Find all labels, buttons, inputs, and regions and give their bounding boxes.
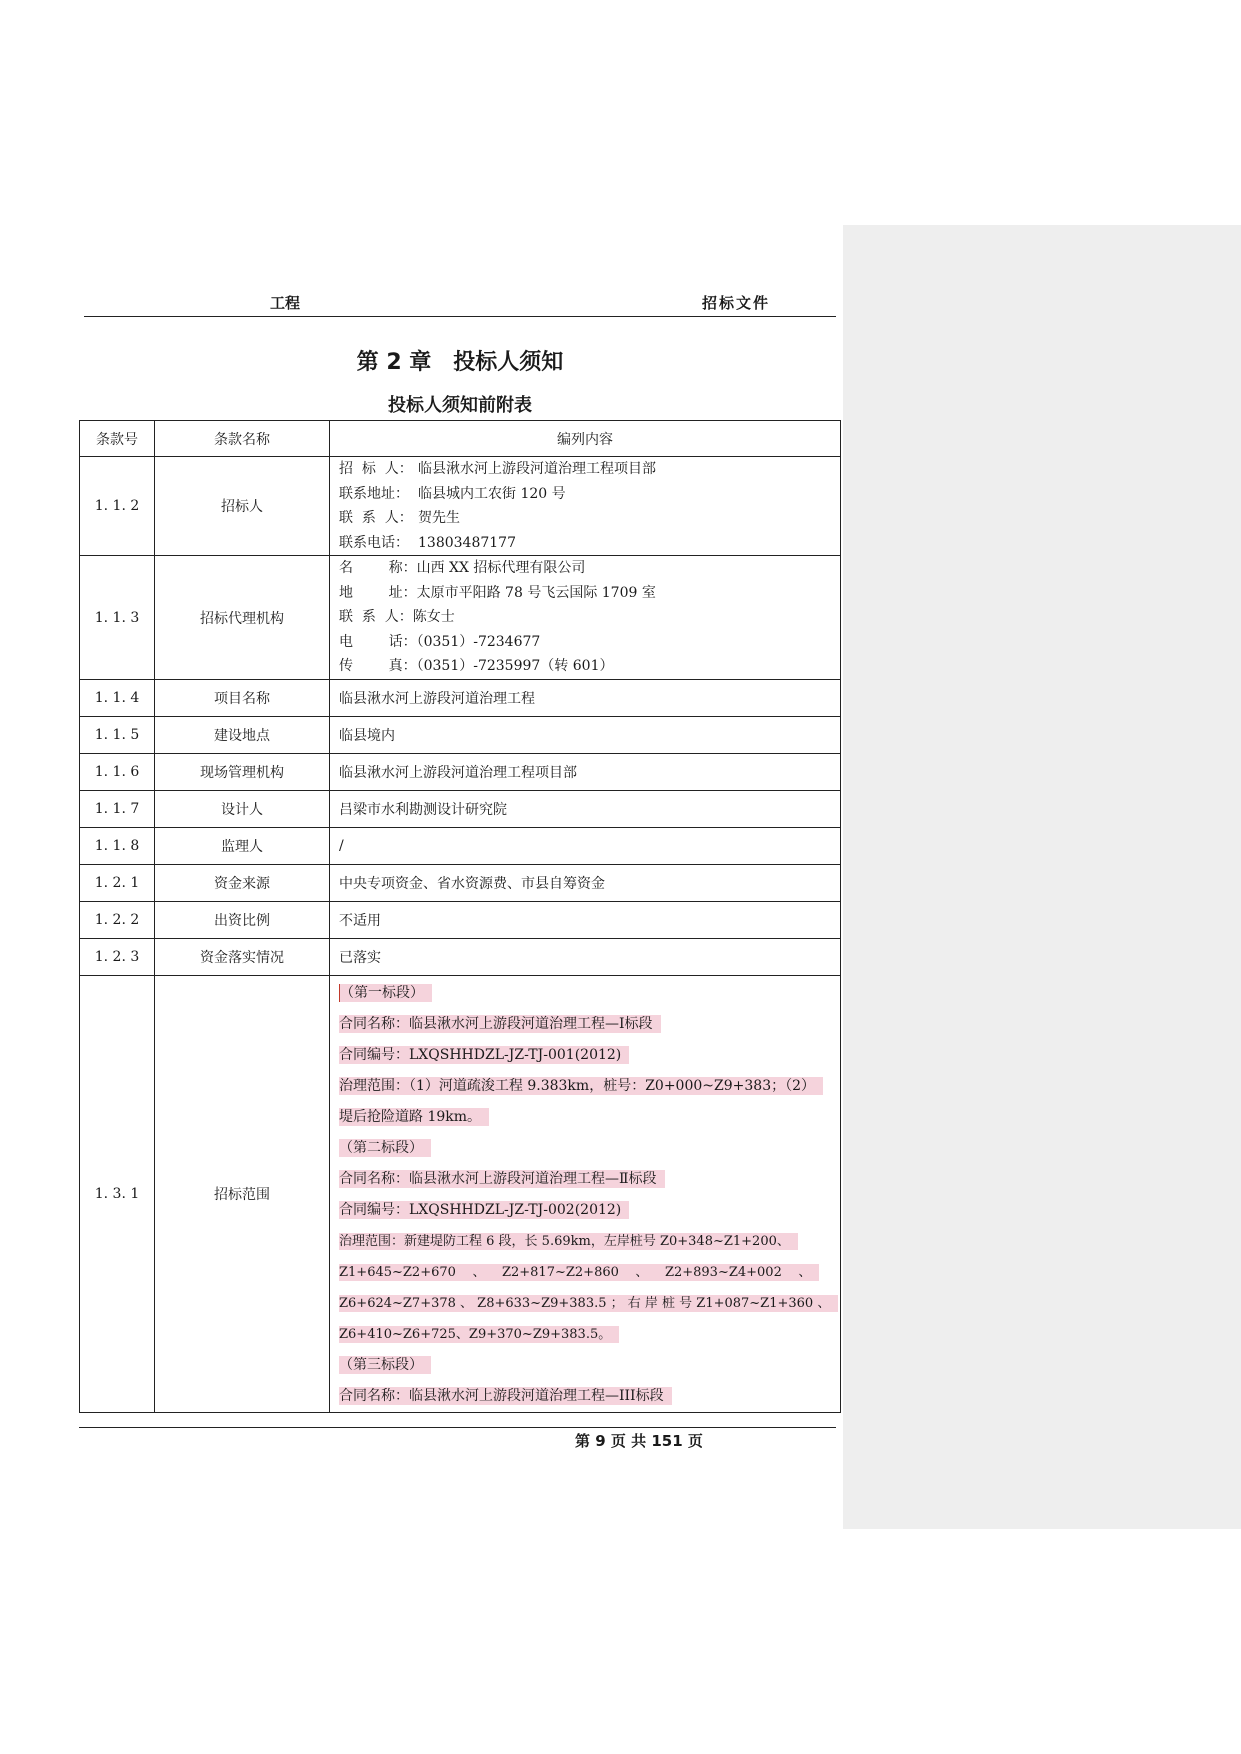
tracked-text[interactable]: 堤后抢险道路 19km。 <box>339 1108 489 1126</box>
field-value: 临县城内工农街 120 号 <box>418 485 566 502</box>
field-value: 临县湫水河上游段河道治理工程项目部 <box>418 461 656 477</box>
tracked-text[interactable]: 治理范围：（1）河道疏浚工程 9.383km，桩号：Z0+000~Z9+383；（2） <box>339 1077 823 1095</box>
tracked-text[interactable]: Z6+410~Z6+725、Z9+370~Z9+383.5。 <box>339 1326 619 1343</box>
content-line: 联 系 人：陈女士 <box>339 609 455 626</box>
content-line <box>339 482 840 507</box>
content-line <box>339 1164 840 1195</box>
tracked-text[interactable]: 合同名称：临县湫水河上游段河道治理工程—Ⅱ标段 <box>339 1170 665 1188</box>
table-header-row <box>80 421 841 457</box>
table-row <box>80 556 841 680</box>
table-row <box>80 717 841 754</box>
clause-name: 现场管理机构 <box>155 754 330 791</box>
content-line <box>339 531 840 556</box>
field-value: 13803487177 <box>418 534 516 551</box>
field-label: 联 系 人： <box>339 510 413 526</box>
clause-name: 建设地点 <box>155 717 330 754</box>
clause-no: 1. 1. 5 <box>80 717 155 754</box>
clause-content: 临县境内 <box>330 717 841 754</box>
content-line: 传 真：（0351）-7235997（转 601） <box>339 658 614 675</box>
clause-no: 1. 2. 1 <box>80 865 155 902</box>
clause-content <box>330 457 841 556</box>
chapter-title: 第 2 章 投标人须知 <box>356 350 564 375</box>
clause-no: 1. 2. 2 <box>80 902 155 939</box>
content-line <box>339 1071 840 1102</box>
clause-name: 设计人 <box>155 791 330 828</box>
clause-no: 1. 3. 1 <box>80 976 155 1413</box>
clause-name: 项目名称 <box>155 680 330 717</box>
clause-no: 1. 1. 7 <box>80 791 155 828</box>
table-row <box>80 680 841 717</box>
field-label: 联系电话： <box>339 534 409 551</box>
bidder-instructions-table <box>79 420 841 1413</box>
tracked-text[interactable]: 合同编号：LXQSHHDZL-JZ-TJ-002(2012) <box>339 1201 629 1219</box>
clause-name: 招标范围 <box>155 976 330 1413</box>
tracked-text[interactable]: 合同编号：LXQSHHDZL-JZ-TJ-001(2012) <box>339 1046 629 1064</box>
tracked-text[interactable]: （第三标段） <box>339 1356 431 1374</box>
tracked-text[interactable]: 合同名称：临县湫水河上游段河道治理工程—III标段 <box>339 1387 672 1405</box>
clause-content: 吕梁市水利勘测设计研究院 <box>330 791 841 828</box>
content-line <box>339 1195 840 1226</box>
content-line <box>339 1009 840 1040</box>
footer-rule <box>79 1427 836 1428</box>
clause-name: 资金来源 <box>155 865 330 902</box>
content-line <box>339 1040 840 1071</box>
clause-no: 1. 2. 3 <box>80 939 155 976</box>
tracked-text[interactable]: Z6+624~Z7+378 、 Z8+633~Z9+383.5 ； 右 岸 桩 号 Z1+087~Z1+360 、 <box>339 1295 838 1312</box>
header-clause-name: 条款名称 <box>155 421 330 457</box>
table-row <box>80 828 841 865</box>
clause-name: 招标人 <box>155 457 330 556</box>
clause-content: 临县湫水河上游段河道治理工程 <box>330 680 841 717</box>
content-line: 名 称：山西 XX 招标代理有限公司 <box>339 560 586 577</box>
content-line <box>339 457 840 482</box>
content-line <box>339 978 840 1009</box>
tracked-text[interactable]: 合同名称：临县湫水河上游段河道治理工程—Ⅰ标段 <box>339 1015 661 1033</box>
clause-no: 1. 1. 8 <box>80 828 155 865</box>
clause-content: 已落实 <box>330 939 841 976</box>
table-row <box>80 754 841 791</box>
tracked-text[interactable]: 治理范围：新建堤防工程 6 段，长 5.69km，左岸桩号 Z0+348~Z1+200、 <box>339 1233 798 1250</box>
clause-content: 不适用 <box>330 902 841 939</box>
field-label: 联系地址： <box>339 485 409 502</box>
content-line <box>339 1133 840 1164</box>
content-line <box>339 1319 840 1350</box>
clause-name: 出资比例 <box>155 902 330 939</box>
clause-content: / <box>330 828 841 865</box>
clause-no: 1. 1. 2 <box>80 457 155 556</box>
content-line <box>339 506 840 531</box>
content-line: 地 址：太原市平阳路 78 号飞云国际 1709 室 <box>339 584 656 601</box>
table-row <box>80 865 841 902</box>
content-line <box>339 1381 840 1412</box>
table-row <box>80 939 841 976</box>
clause-no: 1. 1. 6 <box>80 754 155 791</box>
table-row <box>80 457 841 556</box>
table-row <box>80 791 841 828</box>
header-rule <box>84 316 836 317</box>
content-line <box>339 1102 840 1133</box>
clause-no: 1. 1. 3 <box>80 556 155 680</box>
comment-sidebar-pane <box>843 225 1241 1529</box>
field-label: 招 标 人： <box>339 461 413 477</box>
clause-name: 监理人 <box>155 828 330 865</box>
tracked-text[interactable]: （第二标段） <box>339 1139 431 1157</box>
clause-no: 1. 1. 4 <box>80 680 155 717</box>
header-clause-no: 条款号 <box>80 421 155 457</box>
header-project: 工程 <box>270 294 301 312</box>
table-row <box>80 902 841 939</box>
content-line: 电 话：（0351）-7234677 <box>339 633 541 650</box>
tracked-text[interactable]: Z1+645~Z2+670 、 Z2+817~Z2+860 、 Z2+893~Z4+002 、 <box>339 1264 819 1281</box>
content-line <box>339 1288 840 1319</box>
clause-name: 资金落实情况 <box>155 939 330 976</box>
clause-content: 中央专项资金、省水资源费、市县自筹资金 <box>330 865 841 902</box>
content-line <box>339 1350 840 1381</box>
clause-name: 招标代理机构 <box>155 556 330 680</box>
clause-content <box>330 976 841 1413</box>
clause-content: 临县湫水河上游段河道治理工程项目部 <box>330 754 841 791</box>
tracked-text[interactable]: （第一标段） <box>339 984 432 1002</box>
table-row <box>80 976 841 1413</box>
content-line <box>339 1257 840 1288</box>
field-value: 贺先生 <box>418 510 460 526</box>
content-line <box>339 1226 840 1257</box>
header-doc-type: 招标文件 <box>702 294 771 312</box>
page-number: 第 9 页 共 151 页 <box>575 1432 703 1450</box>
clause-content <box>330 556 841 680</box>
header-content: 编列内容 <box>330 421 841 457</box>
table-title: 投标人须知前附表 <box>388 395 532 416</box>
